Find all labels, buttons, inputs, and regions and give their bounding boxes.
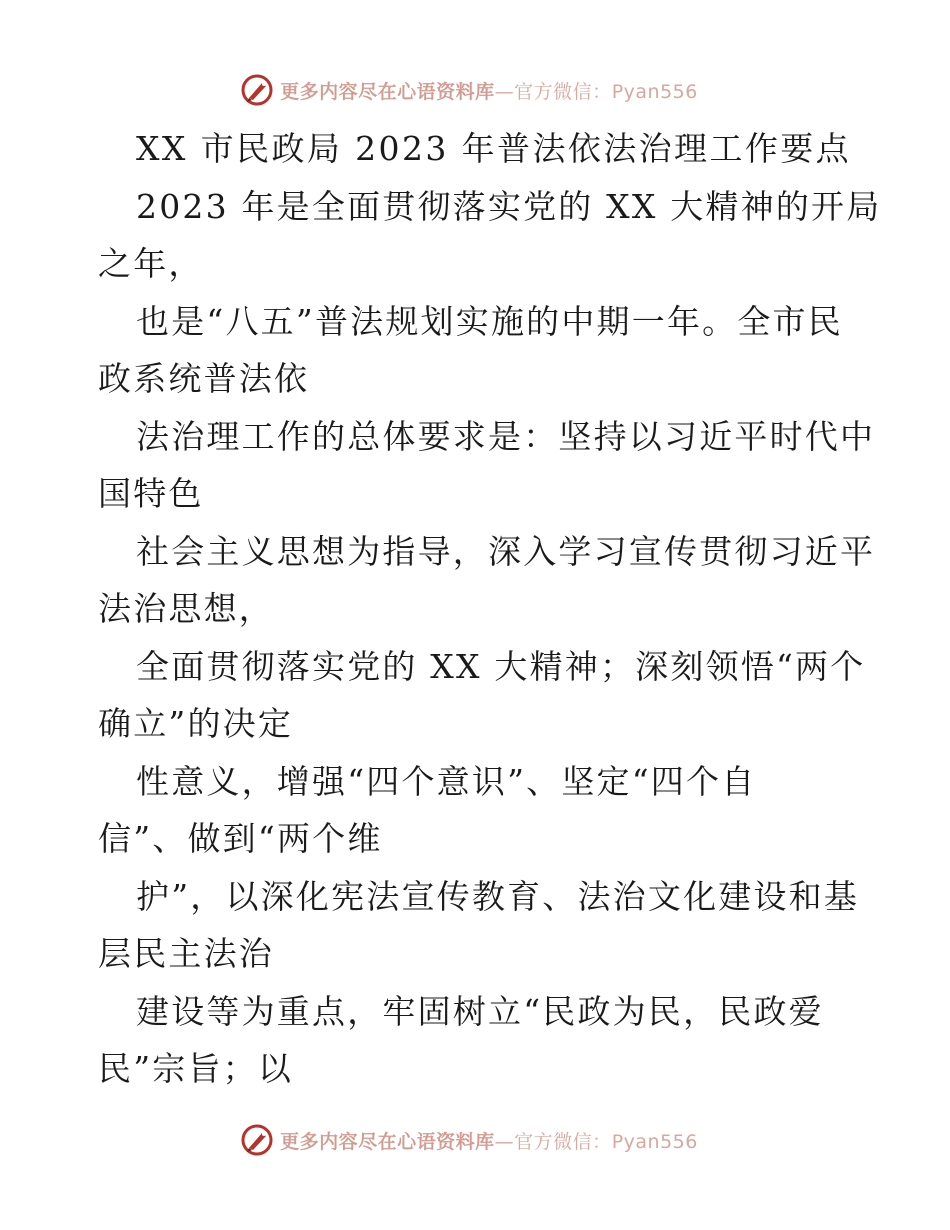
paragraph-line: 全面贯彻落实党的 XX 大精神；深刻领悟“两个 <box>136 646 866 686</box>
banner-official-label: 官方微信： <box>514 1130 612 1153</box>
banner-text <box>280 77 698 104</box>
paragraph-line: 2023 年是全面贯彻落实党的 XX 大精神的开局 <box>136 186 882 226</box>
paragraph-line: 也是“八五”普法规划实施的中期一年。全市民 <box>136 301 843 341</box>
banner-main-text: 更多内容尽在心语资料库 <box>280 80 495 103</box>
paragraph-line: 民”宗旨；以 <box>98 1049 294 1088</box>
paragraph-line: 确立”的决定 <box>98 704 294 743</box>
banner-official-label: 官方微信： <box>514 80 612 103</box>
paragraph-line: 之年， <box>98 244 204 283</box>
banner-wechat-id: Pyan556 <box>611 1130 698 1153</box>
paragraph-line: 信”、做到“两个维 <box>98 819 383 858</box>
paragraph-line: 建设等为重点，牢固树立“民政为民，民政爱 <box>136 991 824 1031</box>
paragraph-line: 法治思想， <box>98 589 274 628</box>
paragraph-line: 政系统普法依 <box>98 359 310 398</box>
pen-logo-icon <box>240 1123 274 1157</box>
footer-banner <box>0 1120 950 1160</box>
banner-main-text: 更多内容尽在心语资料库 <box>280 1130 495 1153</box>
document-body <box>98 120 882 1098</box>
paragraph-line: 社会主义思想为指导，深入学习宣传贯彻习近平 <box>136 531 876 571</box>
paragraph-line: 层民主法治 <box>98 934 274 973</box>
banner-wechat-id: Pyan556 <box>611 80 698 103</box>
paragraph-line: 法治理工作的总体要求是：坚持以习近平时代中 <box>136 416 876 456</box>
paragraph-line: 护”，以深化宪法宣传教育、法治文化建设和基 <box>136 876 860 916</box>
banner-separator: — <box>494 80 515 103</box>
document-title: XX 市民政局 2023 年普法依法治理工作要点 <box>136 129 852 168</box>
banner-separator: — <box>494 1130 515 1153</box>
paragraph-line: 国特色 <box>98 474 204 513</box>
paragraph-line: 性意义，增强“四个意识”、坚定“四个自 <box>136 761 757 801</box>
header-banner <box>0 70 950 110</box>
pen-logo-icon <box>240 73 274 107</box>
banner-text <box>280 1127 698 1154</box>
